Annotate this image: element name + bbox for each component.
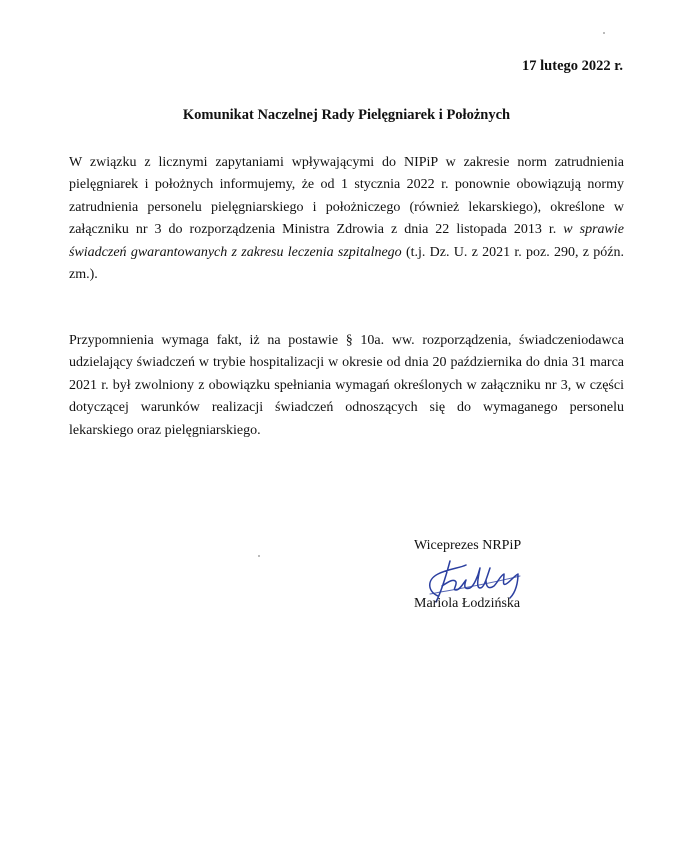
paragraph-1-text-b: (t.j. Dz. U. z 2021 r. poz. 290, z późn. zm.). xyxy=(69,244,624,283)
paragraph-1-italic-phrase: w sprawie świadczeń gwarantowanych z zakresu leczenia szpitalnego xyxy=(69,222,624,260)
signatory-name: Mariola Łodzińska xyxy=(414,596,521,611)
document-date: 17 lutego 2022 r. xyxy=(522,58,623,74)
scan-speck xyxy=(603,32,605,34)
paragraph-2: Przypomnienia wymaga fakt, iż na postawie § 10a. ww. rozporządzenia, świadczeniodawca udzielający świadczeń w trybie hospitalizacji w okresie od dnia 20 października do dnia 31 marca 2021 r. był zwolniony z obowiązku spełniania wymagań określonych w załączniku nr 3, w części dotyczącej warunków realizacji świadczeń odnoszących się do wymaganego personelu lekarskiego oraz pielęgniarskiego. xyxy=(69,333,624,438)
scan-speck xyxy=(258,555,260,557)
paragraph-1 xyxy=(69,152,624,286)
paragraph-1-text-a: W związku z licznymi zapytaniami wpływającymi do NIPiP w zakresie norm zatrudnienia pielęgniarek i położnych informujemy, że od 1 stycznia 2022 r. ponownie obowiązują normy zatrudnienia personelu pielęgniarskiego i położniczego (również lekarskiego), określone w załączniku nr 3 do rozporządzenia Ministra Zdrowia z dnia 22 listopada 2013 r. xyxy=(69,155,624,238)
document-title: Komunikat Naczelnej Rady Pielęgniarek i Położnych xyxy=(182,107,511,123)
signatory-role: Wiceprezes NRPiP xyxy=(414,538,522,553)
